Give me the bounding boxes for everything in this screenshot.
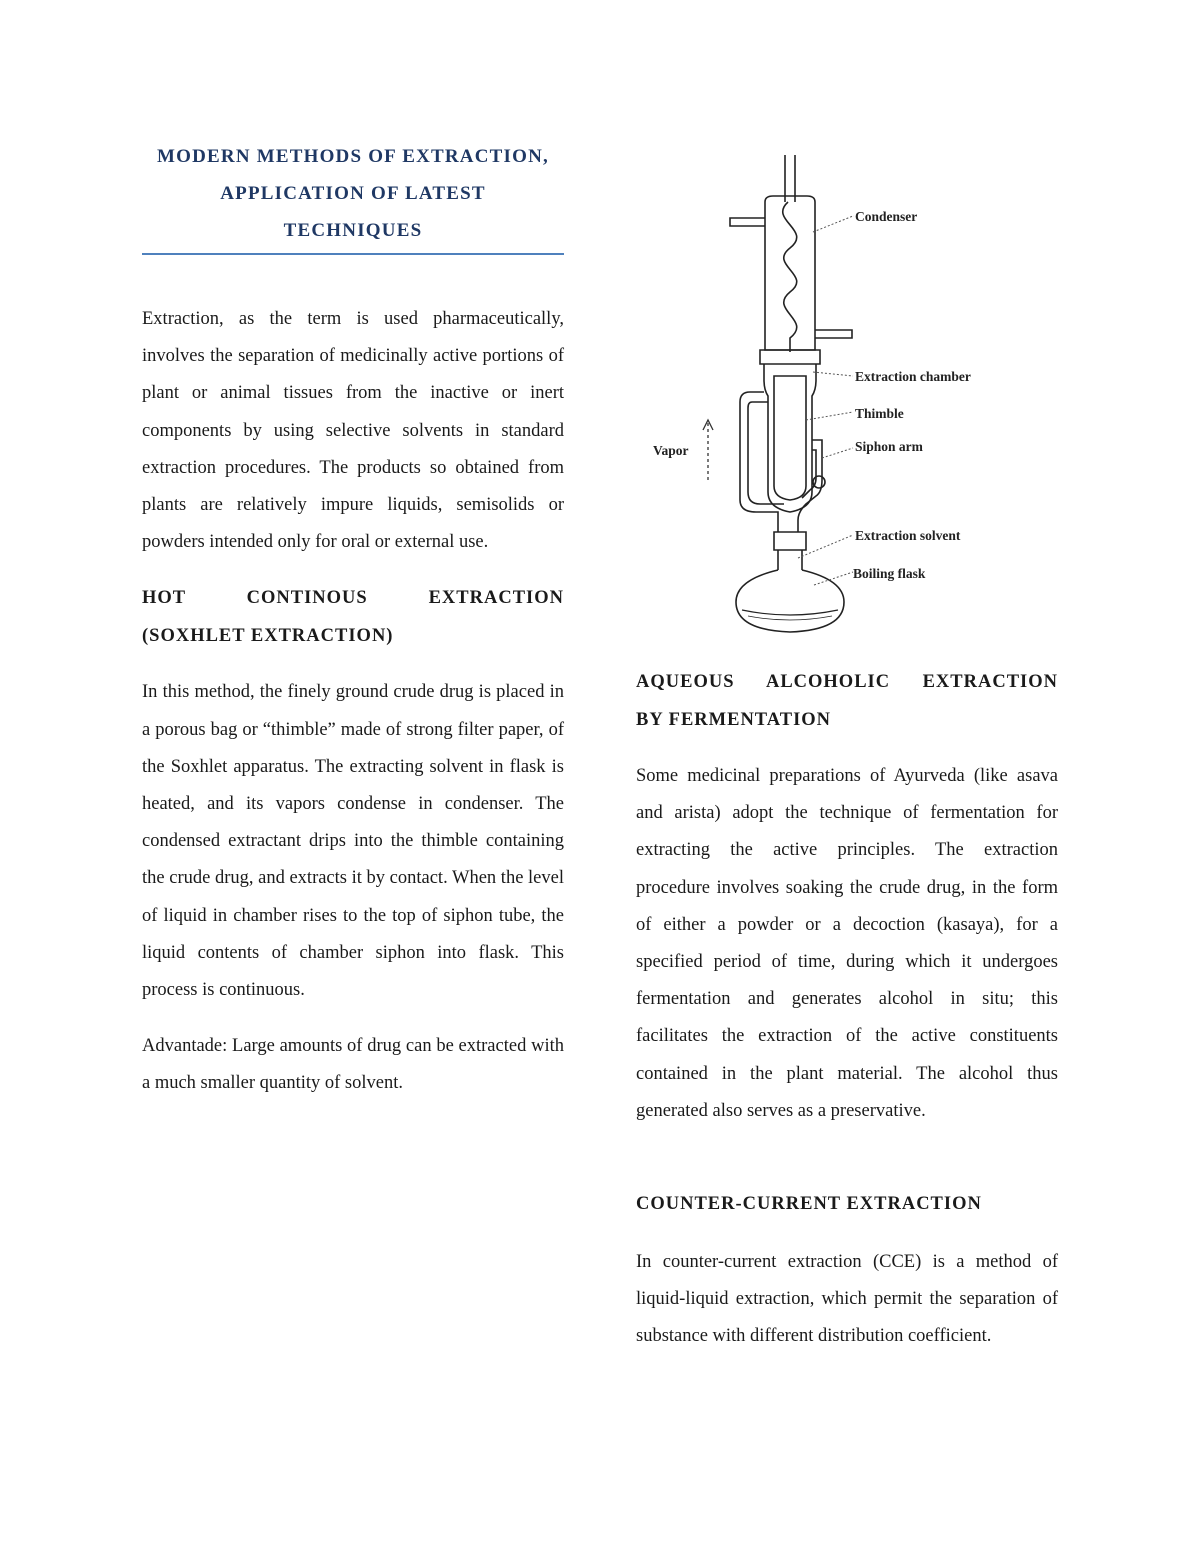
aqueous-extraction-heading: [636, 664, 1058, 739]
counter-current-paragraph: In counter-current extraction (CCE) is a method of liquid-liquid extraction, which permit the separation of substance with different distribution coefficient.: [636, 1252, 1058, 1347]
counter-current-heading: COUNTER-CURRENT EXTRACTION: [636, 1194, 982, 1214]
label-vapor: Vapor: [653, 443, 689, 458]
aqueous-extraction-paragraph: Some medicinal preparations of Ayurveda (like asava and arista) adopt the technique of fermentation for extracting the active principles. The extraction procedure involves soaking the crude drug, in the form of either a powder or a decoction (kasaya), for a specified period of time, during which it undergoes fermentation and generates alcohol in situ; this facilitates the extraction of the active constituents contained in the plant material. The alcohol thus generated also serves as a preservative.: [636, 766, 1058, 1121]
title-line-3: TECHNIQUES: [283, 220, 423, 241]
title-line-2: APPLICATION OF LATEST: [220, 183, 486, 204]
label-boiling-flask: Boiling flask: [853, 566, 926, 581]
title-divider: [142, 253, 564, 255]
hot-extraction-heading: [142, 580, 564, 655]
hot-extraction-paragraph: In this method, the finely ground crude drug is placed in a porous bag or “thimble” made of strong filter paper, of the Soxhlet apparatus. The extracting solvent in flask is heated, and its vapors condense in condenser. The condensed extractant drips into the thimble containing the crude drug, and extracts it by contact. When the level of liquid in chamber rises to the top of siphon tube, the liquid contents of chamber siphon into flask. This process is continuous.: [142, 682, 564, 1001]
advantage-paragraph: Advantade: Large amounts of drug can be extracted with a much smaller quantity of solvent.: [142, 1036, 564, 1094]
title-line-1: MODERN METHODS OF EXTRACTION,: [157, 146, 549, 167]
label-extraction-solvent: Extraction solvent: [855, 528, 961, 543]
label-thimble: Thimble: [855, 406, 904, 421]
soxhlet-apparatus-diagram: [648, 140, 1008, 640]
page-title: [142, 138, 564, 255]
aqueous-heading-line-2: BY FERMENTATION: [636, 709, 832, 730]
hot-heading-line-1: HOT CONTINOUS EXTRACTION: [142, 588, 564, 609]
hot-heading-line-2: (SOXHLET EXTRACTION): [142, 625, 394, 646]
label-extraction-chamber: Extraction chamber: [855, 369, 971, 384]
left-column: [142, 138, 564, 1103]
aqueous-heading-line-1: AQUEOUS ALCOHOLIC EXTRACTION: [636, 672, 1058, 692]
label-siphon-arm: Siphon arm: [855, 439, 923, 454]
label-condenser: Condenser: [855, 209, 918, 224]
intro-paragraph: Extraction, as the term is used pharmaceutically, involves the separation of medicinally active portions of plant or animal tissues from the inactive or inert components by using selective solvents in standard extraction procedures. The products so obtained from plants are relatively impure liquids, semisolids or powders intended only for oral or external use.: [142, 309, 564, 553]
